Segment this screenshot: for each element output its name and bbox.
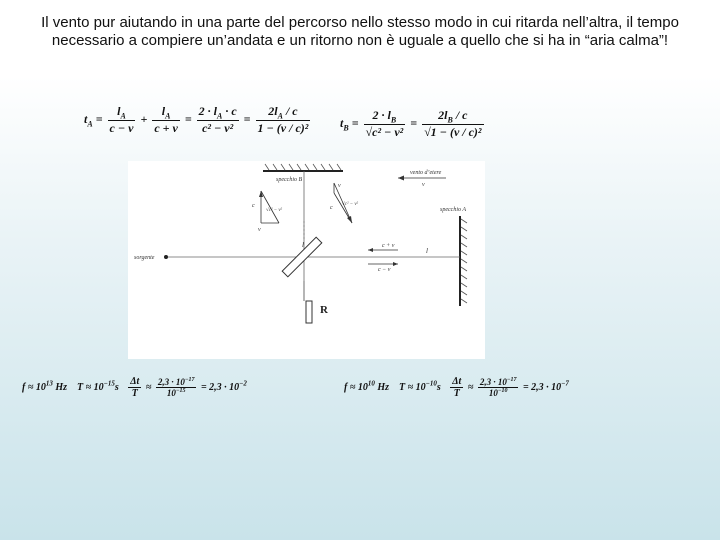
- calculation-1: $f \approx 10^{13}$ Hz $T \approx 10^{-15}s$ $\frac{\Delta t}{T}$ ≈ $\frac{2,3 \cdot 10^{-17}}{10^{-15}}$ = $2,3 \cdot 10^{-2}$: [22, 376, 247, 399]
- svg-text:v: v: [338, 183, 341, 189]
- velocity-triangle-2: [330, 183, 359, 223]
- label-specchio-a: specchio A: [440, 207, 467, 213]
- label-specchio-b: specchio B: [276, 177, 303, 183]
- label-vento: vento d’etere: [410, 170, 442, 176]
- velocity-triangle-1: [252, 191, 283, 233]
- svg-text:l: l: [302, 241, 304, 249]
- equation-t-a: $t_A$ = $\frac{l_A}{c - v}$ + $\frac{l_A}{c + v}$ = $\frac{2 \cdot l_A \cdot c}{\text{c² − v²}}$ = $\frac{2l_A / c}{\text{1 − (v / c)²}}$: [84, 104, 309, 136]
- svg-text:v: v: [422, 182, 425, 188]
- svg-text:c: c: [252, 203, 255, 209]
- calculation-2: $f \approx 10^{10}$ Hz $T \approx 10^{-10}s$ $\frac{\Delta t}{T}$ ≈ $\frac{2,3 \cdot 10^{-17}}{10^{-10}}$ = $2,3 \cdot 10^{-7}$: [344, 376, 569, 399]
- interferometer-diagram: [128, 161, 485, 359]
- svg-text:√c² − v²: √c² − v²: [342, 202, 359, 207]
- svg-text:c − v: c − v: [378, 267, 391, 273]
- light-source: [164, 255, 168, 259]
- equation-t-b: $t_B$ = $\frac{2 \cdot l_B}{\text{√c² − v²}}$ = $\frac{2l_B / c}{\text{√1 − (v / c)²}}$: [340, 108, 482, 140]
- svg-text:c + v: c + v: [382, 243, 395, 249]
- label-sorgente: sorgente: [134, 255, 155, 261]
- detector-r: [306, 301, 312, 323]
- svg-text:v: v: [258, 227, 261, 233]
- svg-text:l: l: [426, 247, 428, 255]
- svg-text:√c² − v²: √c² − v²: [266, 208, 283, 213]
- svg-text:c: c: [330, 205, 333, 211]
- label-r: R: [320, 304, 328, 316]
- slide-title: Il vento pur aiutando in una parte del percorso nello stesso modo in cui ritarda nell’altra, il tempo necessario a compiere un’andata e un ritorno non è uguale a quello che si ha in “aria calma”!: [41, 14, 679, 49]
